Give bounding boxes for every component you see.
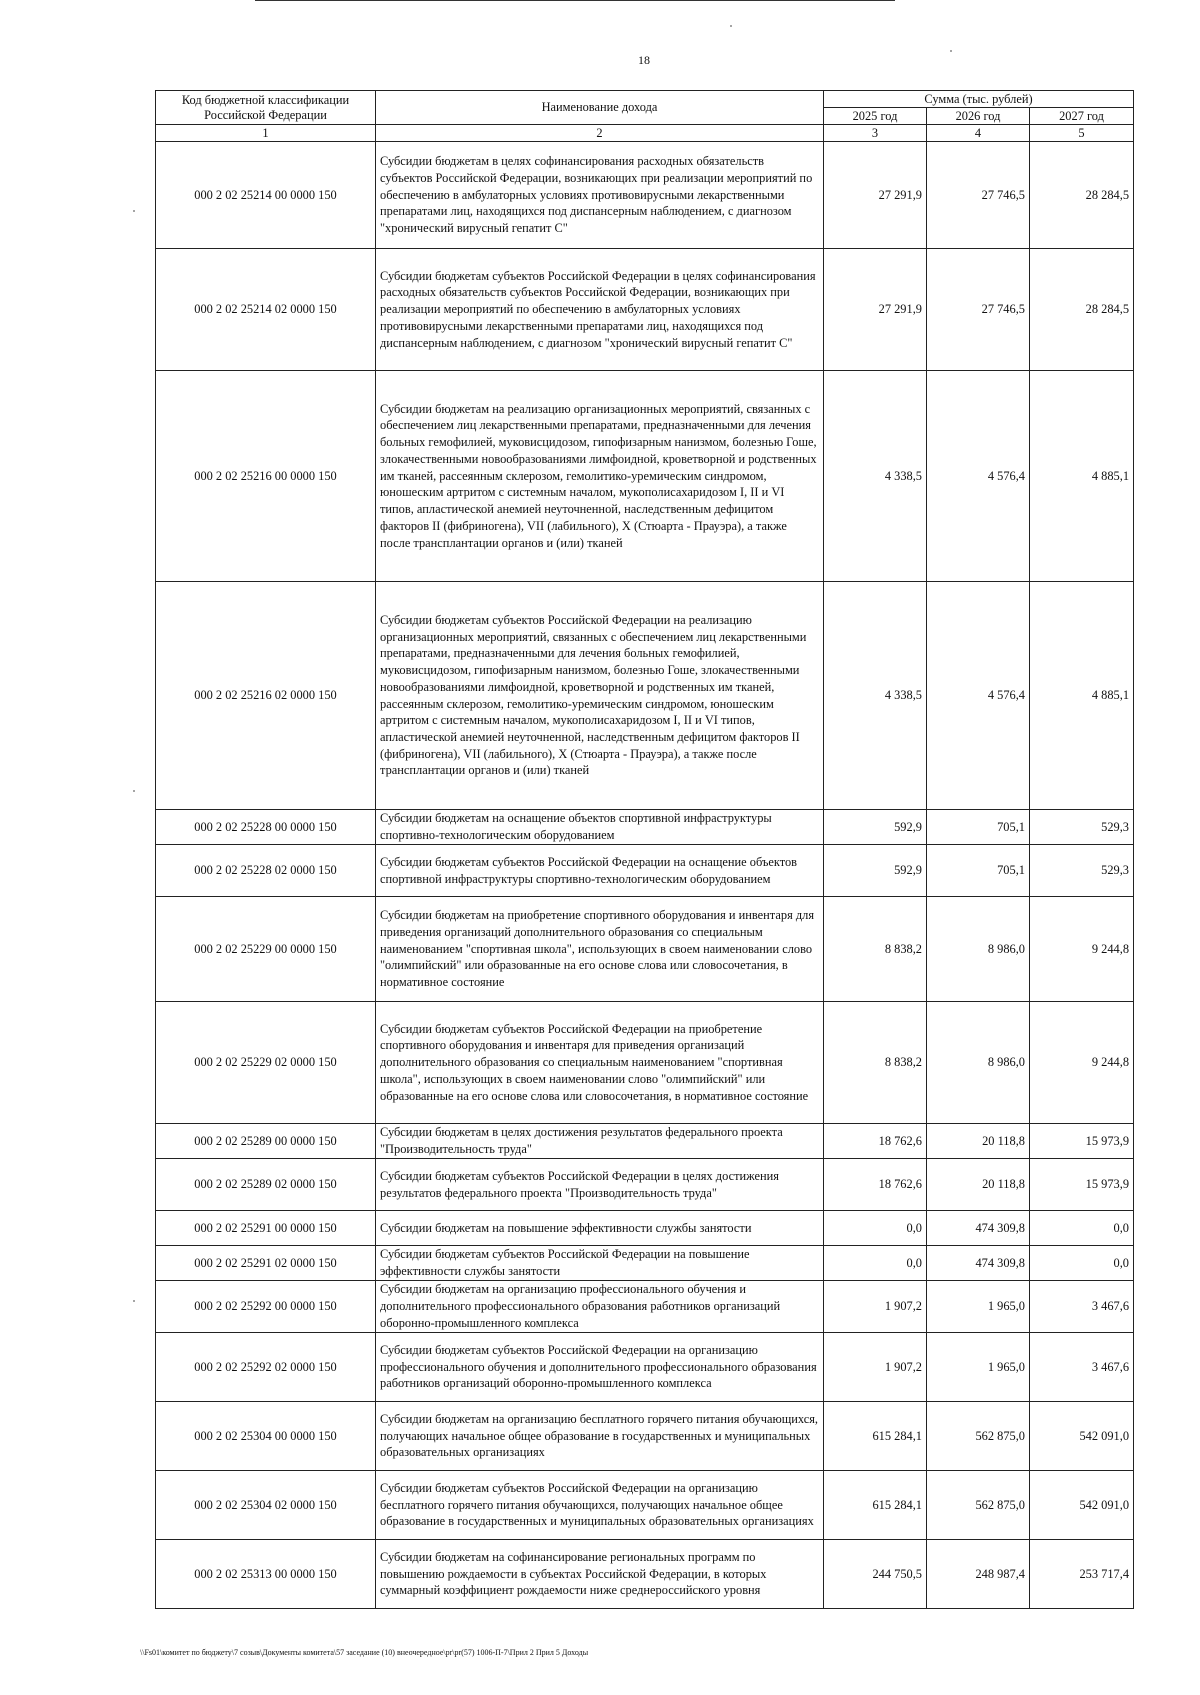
- amount-2026: 705,1: [927, 810, 1030, 845]
- year-header-2027: 2027 год: [1030, 108, 1134, 125]
- amount-2025: 592,9: [824, 845, 927, 897]
- income-name: Субсидии бюджетам субъектов Российской Федерации на повышение эффективности службы занятости: [376, 1246, 824, 1281]
- amount-2026: 474 309,8: [927, 1211, 1030, 1246]
- budget-code: 000 2 02 25214 02 0000 150: [156, 249, 376, 371]
- budget-code: 000 2 02 25228 00 0000 150: [156, 810, 376, 845]
- amount-2027: 4 885,1: [1030, 371, 1134, 582]
- year-header-2025: 2025 год: [824, 108, 927, 125]
- amount-2027: 529,3: [1030, 845, 1134, 897]
- income-name: Субсидии бюджетам субъектов Российской Федерации на организацию профессионального обучения и дополнительного профессионального образования работников организаций оборонно-промышленного комплекса: [376, 1333, 824, 1402]
- amount-2025: 8 838,2: [824, 1002, 927, 1124]
- table-row: [156, 1471, 1134, 1540]
- amount-2026: 20 118,8: [927, 1124, 1030, 1159]
- income-name: Субсидии бюджетам субъектов Российской Федерации в целях достижения результатов федерального проекта "Производительность труда": [376, 1159, 824, 1211]
- amount-2025: 8 838,2: [824, 897, 927, 1002]
- budget-code: 000 2 02 25292 00 0000 150: [156, 1281, 376, 1333]
- column-number: 5: [1030, 125, 1134, 142]
- scan-speck: [133, 210, 135, 212]
- table-row: [156, 1002, 1134, 1124]
- income-name: Субсидии бюджетам на софинансирование региональных программ по повышению рождаемости в субъектах Российской Федерации, в которых суммарный коэффициент рождаемости ниже среднероссийского уровня: [376, 1540, 824, 1609]
- income-name: Субсидии бюджетам в целях софинансирования расходных обязательств субъектов Российской Федерации, возникающих при реализации мероприятий по обеспечению в амбулаторных условиях противовирусными лекарственными препаратами лиц, находящихся под диспансерным наблюдением, с диагнозом "хронический вирусный гепатит С": [376, 142, 824, 249]
- amount-2027: 542 091,0: [1030, 1471, 1134, 1540]
- amount-2027: 253 717,4: [1030, 1540, 1134, 1609]
- income-name: Субсидии бюджетам в целях достижения результатов федерального проекта "Производительность труда": [376, 1124, 824, 1159]
- amount-2025: 592,9: [824, 810, 927, 845]
- table-row: [156, 1281, 1134, 1333]
- income-name: Субсидии бюджетам на оснащение объектов спортивной инфраструктуры спортивно-технологическим оборудованием: [376, 810, 824, 845]
- income-name: Субсидии бюджетам на приобретение спортивного оборудования и инвентаря для приведения организаций дополнительного образования со специальным наименованием "спортивная школа", использующих в своем наименовании слово "олимпийский" или образованные на его основе слова или словосочетания, в нормативное состояние: [376, 897, 824, 1002]
- table-row: [156, 371, 1134, 582]
- amount-2025: 615 284,1: [824, 1471, 927, 1540]
- amount-2027: 9 244,8: [1030, 897, 1134, 1002]
- table-row: [156, 845, 1134, 897]
- amount-2025: 1 907,2: [824, 1333, 927, 1402]
- table-row: [156, 1159, 1134, 1211]
- amount-2025: 18 762,6: [824, 1124, 927, 1159]
- amount-2026: 8 986,0: [927, 897, 1030, 1002]
- page-number: 18: [638, 53, 650, 67]
- budget-code: 000 2 02 25229 02 0000 150: [156, 1002, 376, 1124]
- scan-speck: [133, 1300, 135, 1302]
- budget-code: 000 2 02 25291 00 0000 150: [156, 1211, 376, 1246]
- amount-2026: 20 118,8: [927, 1159, 1030, 1211]
- table-row: [156, 810, 1134, 845]
- amount-2026: 4 576,4: [927, 582, 1030, 810]
- amount-2027: 9 244,8: [1030, 1002, 1134, 1124]
- income-name: Субсидии бюджетам субъектов Российской Федерации в целях софинансирования расходных обязательств субъектов Российской Федерации, возникающих при реализации мероприятий по обеспечению в амбулаторных условиях противовирусными лекарственными препаратами лиц, находящихся под диспансерным наблюдением, с диагнозом "хронический вирусный гепатит С": [376, 249, 824, 371]
- amount-2025: 0,0: [824, 1246, 927, 1281]
- amount-2025: 4 338,5: [824, 371, 927, 582]
- top-edge-line: [255, 0, 895, 1]
- column-number: 3: [824, 125, 927, 142]
- amount-2026: 562 875,0: [927, 1471, 1030, 1540]
- budget-code: 000 2 02 25216 00 0000 150: [156, 371, 376, 582]
- budget-code: 000 2 02 25304 00 0000 150: [156, 1402, 376, 1471]
- amount-2027: 3 467,6: [1030, 1333, 1134, 1402]
- amount-2026: 8 986,0: [927, 1002, 1030, 1124]
- amount-2026: 27 746,5: [927, 249, 1030, 371]
- budget-code: 000 2 02 25289 00 0000 150: [156, 1124, 376, 1159]
- amount-2025: 18 762,6: [824, 1159, 927, 1211]
- budget-table: [155, 90, 1134, 1609]
- budget-code: 000 2 02 25313 00 0000 150: [156, 1540, 376, 1609]
- amount-2027: 0,0: [1030, 1211, 1134, 1246]
- scan-speck: [950, 50, 952, 52]
- income-name: Субсидии бюджетам субъектов Российской Федерации на организацию бесплатного горячего питания обучающихся, получающих начальное общее образование в государственных и муниципальных образовательных организациях: [376, 1471, 824, 1540]
- amount-2027: 28 284,5: [1030, 142, 1134, 249]
- amount-2027: 4 885,1: [1030, 582, 1134, 810]
- table-row: [156, 142, 1134, 249]
- amount-2026: 562 875,0: [927, 1402, 1030, 1471]
- budget-code: 000 2 02 25216 02 0000 150: [156, 582, 376, 810]
- amount-2027: 529,3: [1030, 810, 1134, 845]
- budget-code: 000 2 02 25304 02 0000 150: [156, 1471, 376, 1540]
- amount-2027: 0,0: [1030, 1246, 1134, 1281]
- amount-2025: 615 284,1: [824, 1402, 927, 1471]
- amount-2025: 4 338,5: [824, 582, 927, 810]
- amount-2027: 542 091,0: [1030, 1402, 1134, 1471]
- income-name: Субсидии бюджетам на повышение эффективности службы занятости: [376, 1211, 824, 1246]
- budget-code: 000 2 02 25228 02 0000 150: [156, 845, 376, 897]
- name-column-header: Наименование дохода: [376, 91, 824, 125]
- table-row: [156, 1246, 1134, 1281]
- table-row: [156, 1402, 1134, 1471]
- scan-speck: [133, 790, 135, 792]
- amount-2026: 248 987,4: [927, 1540, 1030, 1609]
- income-name: Субсидии бюджетам на организацию профессионального обучения и дополнительного профессионального образования работников организаций оборонно-промышленного комплекса: [376, 1281, 824, 1333]
- income-name: Субсидии бюджетам на реализацию организационных мероприятий, связанных с обеспечением лиц лекарственными препаратами, предназначенными для лечения больных гемофилией, муковисцидозом, гипофизарным нанизмом, болезнью Гоше, злокачественными новообразованиями лимфоидной, кроветворной и родственных им тканей, рассеянным склерозом, гемолитико-уремическим синдромом, юношеским артритом с системным началом, мукополисахаридозом I, II и VI типов, апластической анемией неуточненной, наследственным дефицитом факторов II (фибриногена), VII (лабильного), X (Стюарта - Прауэра), а также после трансплантации органов и (или) тканей: [376, 371, 824, 582]
- column-number: 2: [376, 125, 824, 142]
- amount-2026: 705,1: [927, 845, 1030, 897]
- table-row: [156, 897, 1134, 1002]
- amount-2025: 244 750,5: [824, 1540, 927, 1609]
- budget-code: 000 2 02 25291 02 0000 150: [156, 1246, 376, 1281]
- amount-2026: 1 965,0: [927, 1281, 1030, 1333]
- budget-code: 000 2 02 25229 00 0000 150: [156, 897, 376, 1002]
- amount-2027: 28 284,5: [1030, 249, 1134, 371]
- amount-2026: 1 965,0: [927, 1333, 1030, 1402]
- budget-code: 000 2 02 25214 00 0000 150: [156, 142, 376, 249]
- table-row: [156, 1333, 1134, 1402]
- amount-2025: 0,0: [824, 1211, 927, 1246]
- amount-2027: 15 973,9: [1030, 1124, 1134, 1159]
- amount-2025: 27 291,9: [824, 249, 927, 371]
- scan-speck: [730, 25, 732, 27]
- income-name: Субсидии бюджетам на организацию бесплатного горячего питания обучающихся, получающих начальное общее образование в государственных и муниципальных образовательных организациях: [376, 1402, 824, 1471]
- table-row: [156, 1540, 1134, 1609]
- table-row: [156, 1124, 1134, 1159]
- budget-code: 000 2 02 25292 02 0000 150: [156, 1333, 376, 1402]
- budget-code: 000 2 02 25289 02 0000 150: [156, 1159, 376, 1211]
- amount-2026: 27 746,5: [927, 142, 1030, 249]
- file-path-footer: \\Fs01\комитет по бюджету\7 созыв\Документы комитета\57 заседание (10) внеочередное\pr\pr(57) 1006-П-7\Прил 2 Прил 5 Доходы: [140, 1648, 589, 1657]
- income-name: Субсидии бюджетам субъектов Российской Федерации на реализацию организационных мероприятий, связанных с обеспечением лиц лекарственными препаратами, предназначенными для лечения больных гемофилией, муковисцидозом, гипофизарным нанизмом, болезнью Гоше, злокачественными новообразованиями лимфоидной, кроветворной и родственных им тканей, рассеянным склерозом, гемолитико-уремическим синдромом, юношеским артритом с системным началом, мукополисахаридозом I, II и VI типов, апластической анемией неуточненной, наследственным дефицитом факторов II (фибриногена), VII (лабильного), X (Стюарта - Прауэра), а также после трансплантации органов и (или) тканей: [376, 582, 824, 810]
- amount-2027: 3 467,6: [1030, 1281, 1134, 1333]
- code-column-header: Код бюджетной классификации Российской Федерации: [156, 91, 376, 125]
- table-row: [156, 582, 1134, 810]
- column-number: 4: [927, 125, 1030, 142]
- income-name: Субсидии бюджетам субъектов Российской Федерации на приобретение спортивного оборудования и инвентаря для приведения организаций дополнительного образования со специальным наименованием "спортивная школа", использующих в своем наименовании слово "олимпийский" или образованные на его основе слова или словосочетания, в нормативное состояние: [376, 1002, 824, 1124]
- column-number: 1: [156, 125, 376, 142]
- amount-2027: 15 973,9: [1030, 1159, 1134, 1211]
- table-row: [156, 249, 1134, 371]
- sum-column-header: Сумма (тыс. рублей): [824, 91, 1134, 108]
- year-header-2026: 2026 год: [927, 108, 1030, 125]
- amount-2025: 27 291,9: [824, 142, 927, 249]
- table-row: [156, 1211, 1134, 1246]
- amount-2026: 474 309,8: [927, 1246, 1030, 1281]
- amount-2025: 1 907,2: [824, 1281, 927, 1333]
- income-name: Субсидии бюджетам субъектов Российской Федерации на оснащение объектов спортивной инфраструктуры спортивно-технологическим оборудованием: [376, 845, 824, 897]
- amount-2026: 4 576,4: [927, 371, 1030, 582]
